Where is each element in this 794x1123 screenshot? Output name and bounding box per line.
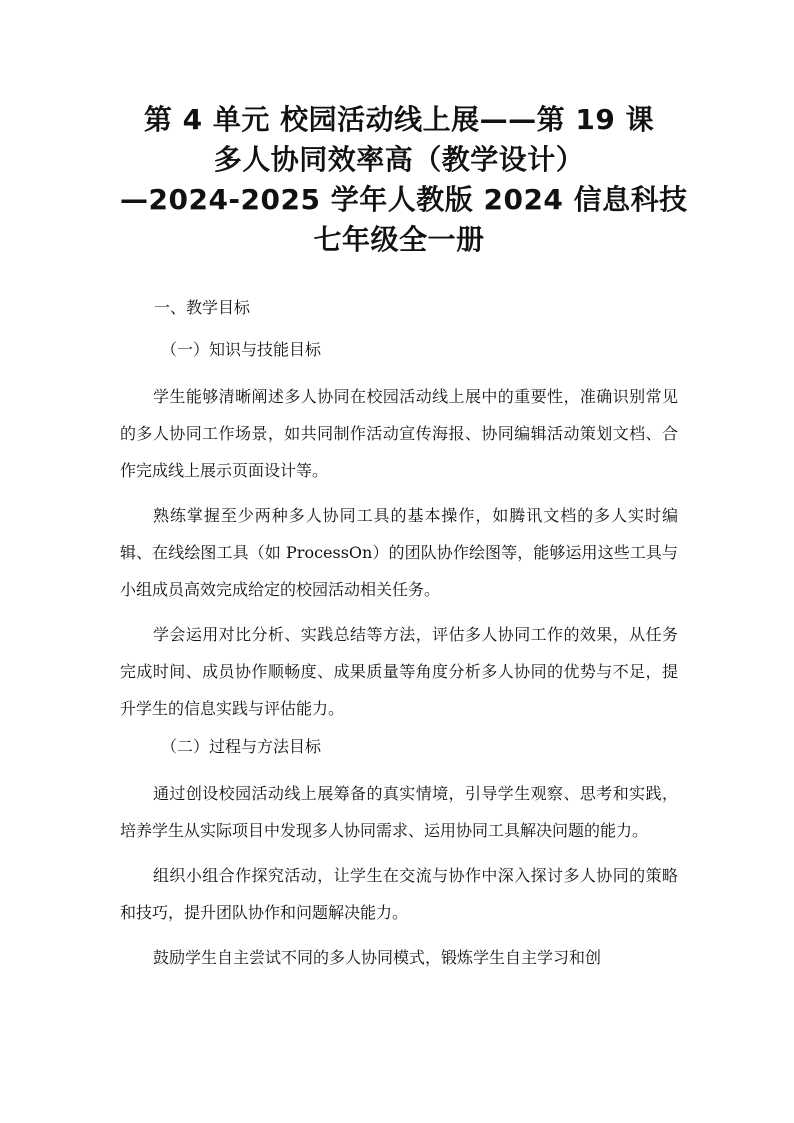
paragraph: 通过创设校园活动线上展筹备的真实情境，引导学生观察、思考和实践，培养学生从实际项目中发现多人协同需求、运用协同工具解决问题的能力。 (120, 784, 678, 840)
paragraph: 组织小组合作探究活动，让学生在交流与协作中深入探讨多人协同的策略和技巧，提升团队协作和问题解决能力。 (120, 866, 678, 922)
title-line-3: —2024-2025 学年人教版 2024 信息科技 (120, 183, 688, 216)
document-title (120, 100, 688, 260)
subsection-heading-knowledge-skills: （一）知识与技能目标 (161, 340, 322, 359)
paragraph: 学生能够清晰阐述多人协同在校园活动线上展中的重要性，准确识别常见的多人协同工作场景，如共同制作活动宣传海报、协同编辑活动策划文档、合作完成线上展示页面设计等。 (120, 387, 678, 480)
title-line-4: 七年级全一册 (313, 223, 485, 256)
title-line-1: 第 4 单元 校园活动线上展——第 19 课 (143, 103, 655, 136)
paragraph: 学会运用对比分析、实践总结等方法，评估多人协同工作的效果，从任务完成时间、成员协作顺畅度、成果质量等角度分析多人协同的优势与不足，提升学生的信息实践与评估能力。 (120, 625, 678, 718)
paragraph: 鼓励学生自主尝试不同的多人协同模式，锻炼学生自主学习和创 (153, 948, 602, 967)
subsection-heading-process-methods: （二）过程与方法目标 (161, 737, 322, 756)
section-heading-teaching-goals: 一、教学目标 (154, 298, 251, 317)
paragraph: 熟练掌握至少两种多人协同工具的基本操作，如腾讯文档的多人实时编辑、在线绘图工具（如 ProcessOn）的团队协作绘图等，能够运用这些工具与小组成员高效完成给定的校园活动相关任务。 (120, 506, 678, 599)
title-line-2: 多人协同效率高（教学设计） (213, 143, 585, 176)
